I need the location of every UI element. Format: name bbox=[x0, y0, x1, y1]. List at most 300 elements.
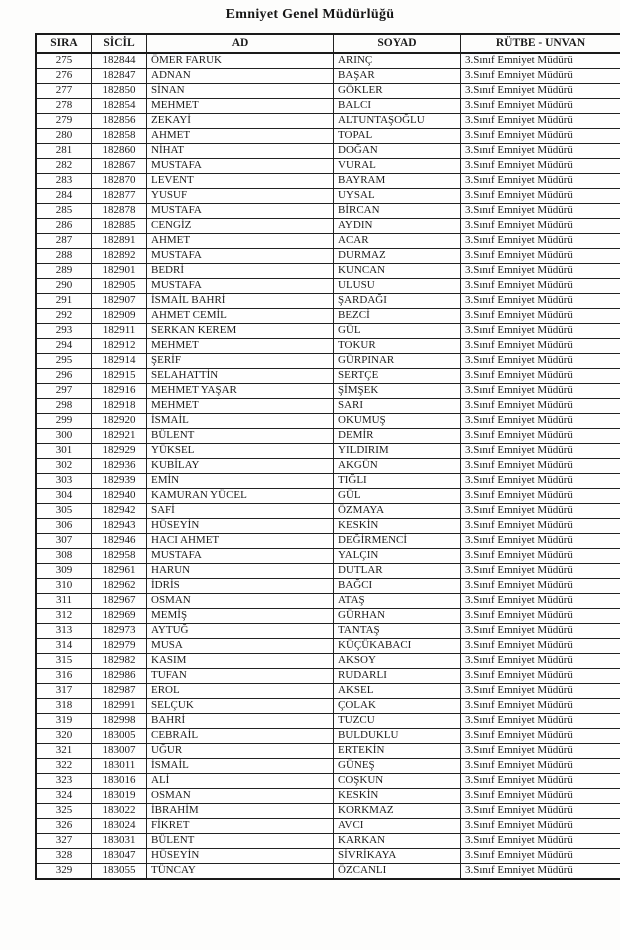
cell-soyad: DOĞAN bbox=[334, 144, 461, 159]
cell-sicil: 182909 bbox=[92, 309, 147, 324]
cell-rutbe: 3.Sınıf Emniyet Müdürü bbox=[461, 414, 620, 429]
cell-sira: 280 bbox=[36, 129, 92, 144]
cell-sicil: 182891 bbox=[92, 234, 147, 249]
cell-sira: 316 bbox=[36, 669, 92, 684]
page-title: Emniyet Genel Müdürlüğü bbox=[225, 7, 395, 22]
cell-sicil: 182907 bbox=[92, 294, 147, 309]
table-row bbox=[36, 459, 620, 474]
table-row bbox=[36, 279, 620, 294]
cell-soyad: SİVRİKAYA bbox=[334, 849, 461, 864]
cell-sira: 322 bbox=[36, 759, 92, 774]
table-row bbox=[36, 114, 620, 129]
cell-sicil: 183007 bbox=[92, 744, 147, 759]
cell-rutbe: 3.Sınıf Emniyet Müdürü bbox=[461, 609, 620, 624]
cell-rutbe: 3.Sınıf Emniyet Müdürü bbox=[461, 849, 620, 864]
cell-sicil: 182920 bbox=[92, 414, 147, 429]
cell-soyad: KESKİN bbox=[334, 519, 461, 534]
column-header-rutbe: RÜTBE - UNVAN bbox=[461, 34, 620, 53]
cell-sira: 320 bbox=[36, 729, 92, 744]
cell-soyad: DURMAZ bbox=[334, 249, 461, 264]
table-row bbox=[36, 339, 620, 354]
cell-ad: HACI AHMET bbox=[147, 534, 334, 549]
cell-rutbe: 3.Sınıf Emniyet Müdürü bbox=[461, 579, 620, 594]
table-row bbox=[36, 399, 620, 414]
table-row bbox=[36, 849, 620, 864]
cell-rutbe: 3.Sınıf Emniyet Müdürü bbox=[461, 534, 620, 549]
cell-rutbe: 3.Sınıf Emniyet Müdürü bbox=[461, 594, 620, 609]
table-row bbox=[36, 444, 620, 459]
cell-sicil: 182936 bbox=[92, 459, 147, 474]
cell-rutbe: 3.Sınıf Emniyet Müdürü bbox=[461, 294, 620, 309]
cell-sicil: 182973 bbox=[92, 624, 147, 639]
table-row bbox=[36, 759, 620, 774]
table-row bbox=[36, 729, 620, 744]
cell-sicil: 183019 bbox=[92, 789, 147, 804]
cell-ad: CEBRAİL bbox=[147, 729, 334, 744]
table-row bbox=[36, 594, 620, 609]
cell-soyad: OKUMUŞ bbox=[334, 414, 461, 429]
cell-sira: 303 bbox=[36, 474, 92, 489]
cell-soyad: RUDARLI bbox=[334, 669, 461, 684]
cell-soyad: ATAŞ bbox=[334, 594, 461, 609]
cell-ad: İBRAHİM bbox=[147, 804, 334, 819]
cell-sira: 324 bbox=[36, 789, 92, 804]
cell-soyad: AKSEL bbox=[334, 684, 461, 699]
cell-soyad: DUTLAR bbox=[334, 564, 461, 579]
cell-sicil: 182961 bbox=[92, 564, 147, 579]
cell-sira: 295 bbox=[36, 354, 92, 369]
cell-sicil: 182858 bbox=[92, 129, 147, 144]
cell-sira: 312 bbox=[36, 609, 92, 624]
table-row bbox=[36, 744, 620, 759]
cell-soyad: KUNCAN bbox=[334, 264, 461, 279]
cell-rutbe: 3.Sınıf Emniyet Müdürü bbox=[461, 564, 620, 579]
cell-ad: AHMET CEMİL bbox=[147, 309, 334, 324]
cell-rutbe: 3.Sınıf Emniyet Müdürü bbox=[461, 759, 620, 774]
cell-rutbe: 3.Sınıf Emniyet Müdürü bbox=[461, 264, 620, 279]
cell-sira: 294 bbox=[36, 339, 92, 354]
cell-rutbe: 3.Sınıf Emniyet Müdürü bbox=[461, 429, 620, 444]
cell-rutbe: 3.Sınıf Emniyet Müdürü bbox=[461, 474, 620, 489]
cell-ad: MUSTAFA bbox=[147, 249, 334, 264]
cell-soyad: YILDIRIM bbox=[334, 444, 461, 459]
cell-sicil: 182878 bbox=[92, 204, 147, 219]
table-row bbox=[36, 789, 620, 804]
cell-sicil: 183031 bbox=[92, 834, 147, 849]
table-row bbox=[36, 774, 620, 789]
column-header-ad: AD bbox=[147, 34, 334, 53]
table-row bbox=[36, 519, 620, 534]
cell-ad: ALİ bbox=[147, 774, 334, 789]
cell-sicil: 182885 bbox=[92, 219, 147, 234]
table-row bbox=[36, 369, 620, 384]
cell-sicil: 182967 bbox=[92, 594, 147, 609]
cell-soyad: BAĞCI bbox=[334, 579, 461, 594]
cell-sira: 317 bbox=[36, 684, 92, 699]
cell-ad: TÜNCAY bbox=[147, 864, 334, 880]
cell-ad: MEMİŞ bbox=[147, 609, 334, 624]
table-row bbox=[36, 144, 620, 159]
table-header bbox=[36, 34, 620, 53]
cell-soyad: GÜRPINAR bbox=[334, 354, 461, 369]
cell-soyad: AVCI bbox=[334, 819, 461, 834]
cell-ad: HÜSEYİN bbox=[147, 519, 334, 534]
cell-ad: LEVENT bbox=[147, 174, 334, 189]
cell-soyad: GÜRHAN bbox=[334, 609, 461, 624]
cell-sicil: 183022 bbox=[92, 804, 147, 819]
cell-ad: KASIM bbox=[147, 654, 334, 669]
cell-ad: YUSUF bbox=[147, 189, 334, 204]
cell-soyad: BULDUKLU bbox=[334, 729, 461, 744]
table-row bbox=[36, 714, 620, 729]
cell-soyad: BAŞAR bbox=[334, 69, 461, 84]
cell-ad: MEHMET bbox=[147, 99, 334, 114]
cell-sira: 309 bbox=[36, 564, 92, 579]
cell-sira: 315 bbox=[36, 654, 92, 669]
cell-soyad: AKGÜN bbox=[334, 459, 461, 474]
cell-soyad: ULUSU bbox=[334, 279, 461, 294]
cell-ad: TUFAN bbox=[147, 669, 334, 684]
cell-sira: 293 bbox=[36, 324, 92, 339]
cell-sicil: 182942 bbox=[92, 504, 147, 519]
cell-sira: 288 bbox=[36, 249, 92, 264]
cell-sira: 276 bbox=[36, 69, 92, 84]
cell-sicil: 182943 bbox=[92, 519, 147, 534]
table-row bbox=[36, 609, 620, 624]
cell-sicil: 182870 bbox=[92, 174, 147, 189]
cell-soyad: GÖKLER bbox=[334, 84, 461, 99]
cell-ad: İDRİS bbox=[147, 579, 334, 594]
cell-sira: 325 bbox=[36, 804, 92, 819]
cell-rutbe: 3.Sınıf Emniyet Müdürü bbox=[461, 789, 620, 804]
cell-sicil: 182877 bbox=[92, 189, 147, 204]
cell-soyad: ERTEKİN bbox=[334, 744, 461, 759]
cell-rutbe: 3.Sınıf Emniyet Müdürü bbox=[461, 114, 620, 129]
cell-rutbe: 3.Sınıf Emniyet Müdürü bbox=[461, 399, 620, 414]
cell-sira: 291 bbox=[36, 294, 92, 309]
cell-sira: 287 bbox=[36, 234, 92, 249]
table-row bbox=[36, 99, 620, 114]
cell-soyad: TIĞLI bbox=[334, 474, 461, 489]
cell-rutbe: 3.Sınıf Emniyet Müdürü bbox=[461, 279, 620, 294]
cell-soyad: KARKAN bbox=[334, 834, 461, 849]
table-row bbox=[36, 354, 620, 369]
table-row bbox=[36, 549, 620, 564]
cell-ad: SELÇUK bbox=[147, 699, 334, 714]
cell-rutbe: 3.Sınıf Emniyet Müdürü bbox=[461, 549, 620, 564]
cell-ad: ÖMER FARUK bbox=[147, 53, 334, 69]
table-row bbox=[36, 414, 620, 429]
table-row bbox=[36, 129, 620, 144]
cell-sicil: 183011 bbox=[92, 759, 147, 774]
cell-sira: 297 bbox=[36, 384, 92, 399]
cell-ad: BÜLENT bbox=[147, 834, 334, 849]
cell-sicil: 182916 bbox=[92, 384, 147, 399]
table-row bbox=[36, 189, 620, 204]
cell-rutbe: 3.Sınıf Emniyet Müdürü bbox=[461, 699, 620, 714]
cell-sira: 308 bbox=[36, 549, 92, 564]
table-row bbox=[36, 264, 620, 279]
cell-ad: FİKRET bbox=[147, 819, 334, 834]
cell-soyad: TOPAL bbox=[334, 129, 461, 144]
cell-rutbe: 3.Sınıf Emniyet Müdürü bbox=[461, 354, 620, 369]
cell-ad: MEHMET YAŞAR bbox=[147, 384, 334, 399]
table-row bbox=[36, 504, 620, 519]
cell-sira: 279 bbox=[36, 114, 92, 129]
table-row bbox=[36, 489, 620, 504]
cell-rutbe: 3.Sınıf Emniyet Müdürü bbox=[461, 144, 620, 159]
cell-ad: İSMAİL BAHRİ bbox=[147, 294, 334, 309]
cell-rutbe: 3.Sınıf Emniyet Müdürü bbox=[461, 774, 620, 789]
table-row bbox=[36, 669, 620, 684]
cell-soyad: AKSOY bbox=[334, 654, 461, 669]
cell-sicil: 182969 bbox=[92, 609, 147, 624]
table-row bbox=[36, 174, 620, 189]
table-row bbox=[36, 204, 620, 219]
cell-rutbe: 3.Sınıf Emniyet Müdürü bbox=[461, 444, 620, 459]
cell-sira: 283 bbox=[36, 174, 92, 189]
table-row bbox=[36, 864, 620, 880]
cell-sicil: 182987 bbox=[92, 684, 147, 699]
cell-ad: SİNAN bbox=[147, 84, 334, 99]
cell-rutbe: 3.Sınıf Emniyet Müdürü bbox=[461, 519, 620, 534]
cell-rutbe: 3.Sınıf Emniyet Müdürü bbox=[461, 189, 620, 204]
cell-ad: KAMURAN YÜCEL bbox=[147, 489, 334, 504]
table-row bbox=[36, 234, 620, 249]
cell-sicil: 182901 bbox=[92, 264, 147, 279]
cell-rutbe: 3.Sınıf Emniyet Müdürü bbox=[461, 504, 620, 519]
cell-ad: SERKAN KEREM bbox=[147, 324, 334, 339]
cell-ad: MUSTAFA bbox=[147, 204, 334, 219]
cell-soyad: BALCI bbox=[334, 99, 461, 114]
cell-sicil: 182844 bbox=[92, 53, 147, 69]
cell-soyad: VURAL bbox=[334, 159, 461, 174]
cell-sira: 329 bbox=[36, 864, 92, 880]
table-row bbox=[36, 219, 620, 234]
cell-rutbe: 3.Sınıf Emniyet Müdürü bbox=[461, 384, 620, 399]
cell-soyad: BİRCAN bbox=[334, 204, 461, 219]
cell-sira: 319 bbox=[36, 714, 92, 729]
cell-rutbe: 3.Sınıf Emniyet Müdürü bbox=[461, 53, 620, 69]
cell-sira: 286 bbox=[36, 219, 92, 234]
cell-rutbe: 3.Sınıf Emniyet Müdürü bbox=[461, 624, 620, 639]
cell-ad: CENGİZ bbox=[147, 219, 334, 234]
cell-ad: İSMAİL bbox=[147, 759, 334, 774]
cell-sira: 298 bbox=[36, 399, 92, 414]
cell-sira: 306 bbox=[36, 519, 92, 534]
cell-sira: 281 bbox=[36, 144, 92, 159]
cell-sira: 296 bbox=[36, 369, 92, 384]
cell-sira: 300 bbox=[36, 429, 92, 444]
cell-soyad: YALÇIN bbox=[334, 549, 461, 564]
cell-ad: EROL bbox=[147, 684, 334, 699]
table-row bbox=[36, 384, 620, 399]
cell-sira: 299 bbox=[36, 414, 92, 429]
cell-sira: 313 bbox=[36, 624, 92, 639]
table-row bbox=[36, 534, 620, 549]
cell-sira: 282 bbox=[36, 159, 92, 174]
cell-rutbe: 3.Sınıf Emniyet Müdürü bbox=[461, 234, 620, 249]
cell-rutbe: 3.Sınıf Emniyet Müdürü bbox=[461, 204, 620, 219]
cell-soyad: KESKİN bbox=[334, 789, 461, 804]
cell-rutbe: 3.Sınıf Emniyet Müdürü bbox=[461, 159, 620, 174]
cell-rutbe: 3.Sınıf Emniyet Müdürü bbox=[461, 129, 620, 144]
cell-rutbe: 3.Sınıf Emniyet Müdürü bbox=[461, 744, 620, 759]
cell-sira: 310 bbox=[36, 579, 92, 594]
cell-sira: 323 bbox=[36, 774, 92, 789]
cell-rutbe: 3.Sınıf Emniyet Müdürü bbox=[461, 819, 620, 834]
cell-rutbe: 3.Sınıf Emniyet Müdürü bbox=[461, 804, 620, 819]
cell-sicil: 183024 bbox=[92, 819, 147, 834]
cell-sicil: 182991 bbox=[92, 699, 147, 714]
cell-rutbe: 3.Sınıf Emniyet Müdürü bbox=[461, 489, 620, 504]
cell-soyad: GÜNEŞ bbox=[334, 759, 461, 774]
cell-rutbe: 3.Sınıf Emniyet Müdürü bbox=[461, 249, 620, 264]
cell-sira: 301 bbox=[36, 444, 92, 459]
cell-ad: ADNAN bbox=[147, 69, 334, 84]
cell-soyad: ŞARDAĞI bbox=[334, 294, 461, 309]
cell-sicil: 182929 bbox=[92, 444, 147, 459]
cell-sicil: 182905 bbox=[92, 279, 147, 294]
table-row bbox=[36, 564, 620, 579]
cell-sira: 318 bbox=[36, 699, 92, 714]
table-row bbox=[36, 249, 620, 264]
table-row bbox=[36, 639, 620, 654]
column-header-sicil: SİCİL bbox=[92, 34, 147, 53]
cell-soyad: COŞKUN bbox=[334, 774, 461, 789]
cell-sicil: 182854 bbox=[92, 99, 147, 114]
cell-ad: OSMAN bbox=[147, 789, 334, 804]
cell-ad: ŞERİF bbox=[147, 354, 334, 369]
cell-rutbe: 3.Sınıf Emniyet Müdürü bbox=[461, 864, 620, 880]
cell-rutbe: 3.Sınıf Emniyet Müdürü bbox=[461, 369, 620, 384]
cell-sicil: 182914 bbox=[92, 354, 147, 369]
cell-sira: 327 bbox=[36, 834, 92, 849]
cell-sicil: 182946 bbox=[92, 534, 147, 549]
cell-ad: MEHMET bbox=[147, 399, 334, 414]
cell-soyad: ÇOLAK bbox=[334, 699, 461, 714]
cell-sicil: 182998 bbox=[92, 714, 147, 729]
cell-ad: KUBİLAY bbox=[147, 459, 334, 474]
cell-ad: UĞUR bbox=[147, 744, 334, 759]
cell-sicil: 183047 bbox=[92, 849, 147, 864]
cell-soyad: DEĞİRMENCİ bbox=[334, 534, 461, 549]
cell-ad: AHMET bbox=[147, 129, 334, 144]
cell-rutbe: 3.Sınıf Emniyet Müdürü bbox=[461, 714, 620, 729]
column-header-soyad: SOYAD bbox=[334, 34, 461, 53]
table-row bbox=[36, 159, 620, 174]
cell-rutbe: 3.Sınıf Emniyet Müdürü bbox=[461, 729, 620, 744]
cell-ad: MEHMET bbox=[147, 339, 334, 354]
cell-soyad: BAYRAM bbox=[334, 174, 461, 189]
cell-sira: 304 bbox=[36, 489, 92, 504]
cell-sira: 275 bbox=[36, 53, 92, 69]
cell-sicil: 182982 bbox=[92, 654, 147, 669]
cell-ad: HARUN bbox=[147, 564, 334, 579]
cell-sira: 290 bbox=[36, 279, 92, 294]
cell-ad: MUSTAFA bbox=[147, 279, 334, 294]
cell-ad: MUSTAFA bbox=[147, 549, 334, 564]
cell-rutbe: 3.Sınıf Emniyet Müdürü bbox=[461, 654, 620, 669]
cell-soyad: GÜL bbox=[334, 324, 461, 339]
cell-sicil: 182962 bbox=[92, 579, 147, 594]
cell-rutbe: 3.Sınıf Emniyet Müdürü bbox=[461, 99, 620, 114]
cell-sira: 292 bbox=[36, 309, 92, 324]
cell-rutbe: 3.Sınıf Emniyet Müdürü bbox=[461, 459, 620, 474]
table-row bbox=[36, 654, 620, 669]
cell-ad: SAFİ bbox=[147, 504, 334, 519]
cell-rutbe: 3.Sınıf Emniyet Müdürü bbox=[461, 669, 620, 684]
table-row bbox=[36, 84, 620, 99]
cell-soyad: BEZCİ bbox=[334, 309, 461, 324]
cell-sira: 278 bbox=[36, 99, 92, 114]
cell-sicil: 182847 bbox=[92, 69, 147, 84]
cell-rutbe: 3.Sınıf Emniyet Müdürü bbox=[461, 309, 620, 324]
cell-soyad: SARI bbox=[334, 399, 461, 414]
cell-ad: HÜSEYİN bbox=[147, 849, 334, 864]
cell-rutbe: 3.Sınıf Emniyet Müdürü bbox=[461, 834, 620, 849]
table-row bbox=[36, 324, 620, 339]
cell-rutbe: 3.Sınıf Emniyet Müdürü bbox=[461, 339, 620, 354]
cell-sicil: 183005 bbox=[92, 729, 147, 744]
cell-sira: 285 bbox=[36, 204, 92, 219]
table-row bbox=[36, 429, 620, 444]
cell-soyad: SERTÇE bbox=[334, 369, 461, 384]
cell-soyad: ALTUNTAŞOĞLU bbox=[334, 114, 461, 129]
cell-ad: AHMET bbox=[147, 234, 334, 249]
cell-sira: 321 bbox=[36, 744, 92, 759]
cell-sira: 284 bbox=[36, 189, 92, 204]
cell-soyad: ÖZMAYA bbox=[334, 504, 461, 519]
cell-sira: 302 bbox=[36, 459, 92, 474]
table-row bbox=[36, 804, 620, 819]
cell-ad: SELAHATTİN bbox=[147, 369, 334, 384]
cell-sicil: 182940 bbox=[92, 489, 147, 504]
cell-sicil: 182850 bbox=[92, 84, 147, 99]
cell-soyad: UYSAL bbox=[334, 189, 461, 204]
cell-sicil: 182911 bbox=[92, 324, 147, 339]
personnel-table bbox=[35, 33, 620, 880]
table-row bbox=[36, 69, 620, 84]
cell-sira: 328 bbox=[36, 849, 92, 864]
cell-soyad: DEMİR bbox=[334, 429, 461, 444]
cell-soyad: TUZCU bbox=[334, 714, 461, 729]
table-row bbox=[36, 294, 620, 309]
cell-ad: BAHRİ bbox=[147, 714, 334, 729]
cell-rutbe: 3.Sınıf Emniyet Müdürü bbox=[461, 219, 620, 234]
table-body bbox=[36, 53, 620, 879]
cell-ad: ZEKAYİ bbox=[147, 114, 334, 129]
cell-ad: NİHAT bbox=[147, 144, 334, 159]
cell-sicil: 182915 bbox=[92, 369, 147, 384]
cell-sicil: 182979 bbox=[92, 639, 147, 654]
cell-sicil: 183055 bbox=[92, 864, 147, 880]
table-row bbox=[36, 53, 620, 69]
cell-sira: 314 bbox=[36, 639, 92, 654]
cell-soyad: GÜL bbox=[334, 489, 461, 504]
table-row bbox=[36, 309, 620, 324]
cell-soyad: TANTAŞ bbox=[334, 624, 461, 639]
cell-sicil: 182958 bbox=[92, 549, 147, 564]
table-row bbox=[36, 699, 620, 714]
cell-soyad: ÖZCANLI bbox=[334, 864, 461, 880]
cell-sira: 307 bbox=[36, 534, 92, 549]
table-row bbox=[36, 834, 620, 849]
cell-soyad: KÜÇÜKABACI bbox=[334, 639, 461, 654]
table-row bbox=[36, 579, 620, 594]
cell-ad: AYTUĞ bbox=[147, 624, 334, 639]
cell-soyad: ŞİMŞEK bbox=[334, 384, 461, 399]
